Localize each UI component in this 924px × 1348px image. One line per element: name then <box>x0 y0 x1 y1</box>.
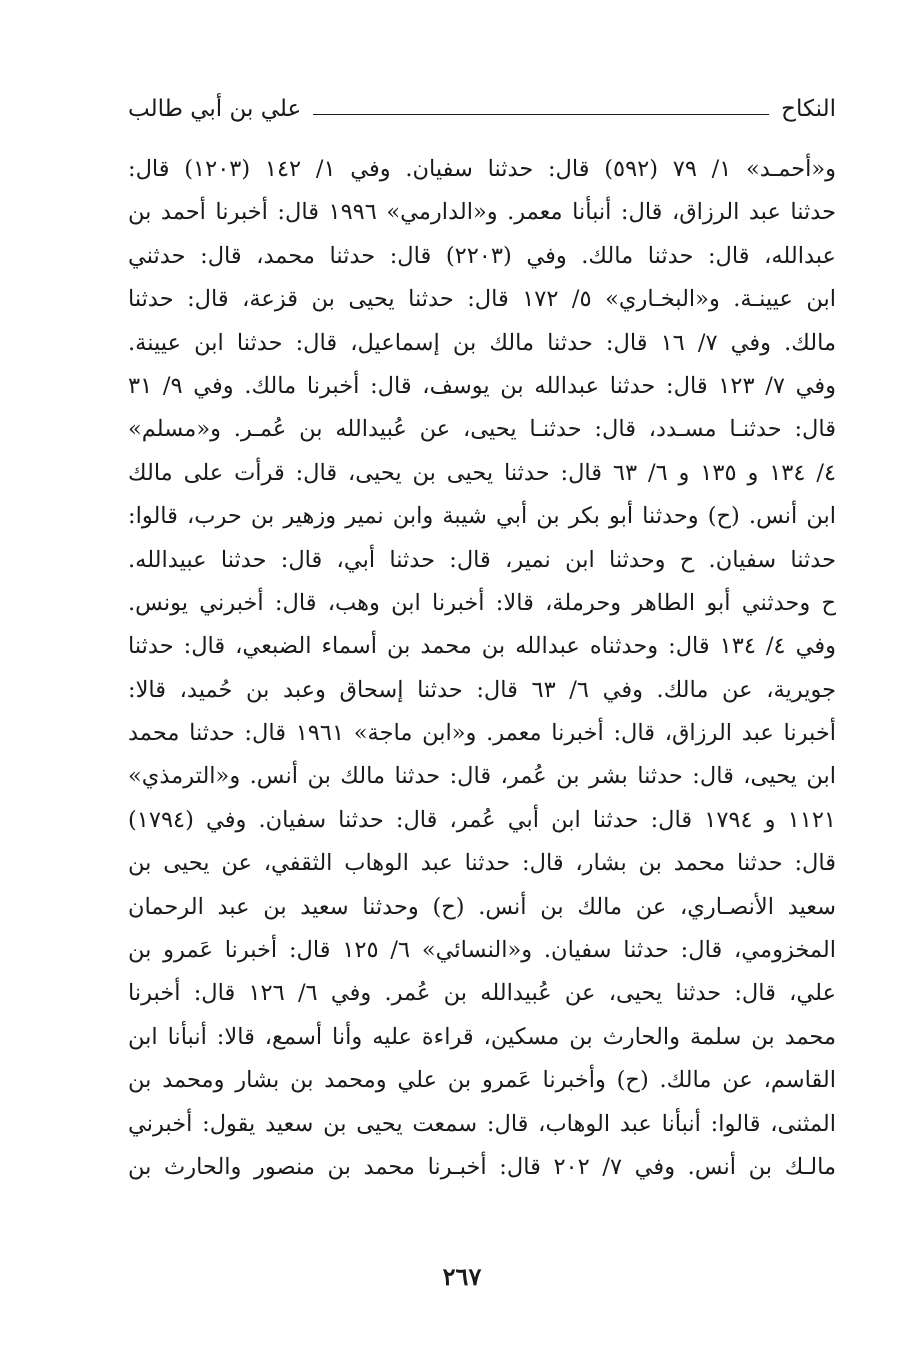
header-rule <box>313 114 769 115</box>
page-number: ٢٦٧ <box>442 1262 482 1291</box>
text-line: ٤/ ١٣٤ و ١٣٥ و ٦/ ٦٣ قال: حدثنا يحيى بن يحيى، قال: قرأت على مالك <box>128 459 836 486</box>
text-line: جويرية، عن مالك. وفي ٦/ ٦٣ قال: حدثنا إسحاق وعبد بن حُميد، قالا: <box>128 676 836 703</box>
text-line: قال: حدثنا محمد بن بشار، قال: حدثنا عبد الوهاب الثقفي، عن يحيى بن <box>128 850 836 877</box>
text-line: مالك. وفي ٧/ ١٦ قال: حدثنا مالك بن إسماعيل، قال: حدثنا ابن عيينة. <box>128 329 836 356</box>
text-line: وفي ٤/ ١٣٤ قال: وحدثناه عبدالله بن محمد بن أسماء الضبعي، قال: حدثنا <box>128 633 836 660</box>
text-line: ابن يحيى، قال: حدثنا بشر بن عُمر، قال: حدثنا مالك بن أنس. و«الترمذي» <box>128 763 836 790</box>
author-name: علي بن أبي طالب <box>128 96 302 122</box>
text-line: علي، قال: حدثنا يحيى، عن عُبيدالله بن عُمر. وفي ٦/ ١٢٦ قال: أخبرنا <box>128 980 836 1007</box>
section-title: النكاح <box>781 96 836 122</box>
text-line: حدثنا عبد الرزاق، قال: أنبأنا معمر. و«الدارمي» ١٩٩٦ قال: أخبرنا أحمد بن <box>128 199 836 226</box>
body-text <box>128 148 836 1189</box>
text-line: عبدالله، قال: حدثنا مالك. وفي (٢٢٠٣) قال: حدثنا محمد، قال: حدثني <box>128 242 836 269</box>
text-line: القاسم، عن مالك. (ح) وأخبرنا عَمرو بن علي ومحمد بن بشار ومحمد بن <box>128 1067 836 1094</box>
text-line: قال: حدثنـا مسـدد، قال: حدثنـا يحيى، عن عُبيدالله بن عُمـر. و«مسلم» <box>128 416 836 443</box>
running-header <box>128 84 836 124</box>
text-line: وفي ٧/ ١٢٣ قال: حدثنا عبدالله بن يوسف، قال: أخبرنا مالك. وفي ٩/ ٣١ <box>128 372 836 399</box>
text-line: ابن أنس. (ح) وحدثنا أبو بكر بن أبي شيبة وابن نمير وزهير بن حرب، قالوا: <box>128 503 836 530</box>
text-line: ابن عيينـة. و«البخـاري» ٥/ ١٧٢ قال: حدثنا يحيى بن قزعة، قال: حدثنا <box>128 286 836 313</box>
text-line: محمد بن سلمة والحارث بن مسكين، قراءة عليه وأنا أسمع، قالا: أنبأنا ابن <box>128 1023 836 1050</box>
text-line: المخزومي، قال: حدثنا سفيان. و«النسائي» ٦/ ١٢٥ قال: أخبرنا عَمرو بن <box>128 937 836 964</box>
text-line: ح وحدثني أبو الطاهر وحرملة، قالا: أخبرنا ابن وهب، قال: أخبرني يونس. <box>128 589 836 616</box>
text-line: أخبرنا عبد الرزاق، قال: أخبرنا معمر. و«ابن ماجة» ١٩٦١ قال: حدثنا محمد <box>128 720 836 747</box>
text-line: و«أحمـد» ١/ ٧٩ (٥٩٢) قال: حدثنا سفيان. وفي ١/ ١٤٢ (١٢٠٣) قال: <box>128 156 836 182</box>
text-line: مالـك بن أنس. وفي ٧/ ٢٠٢ قال: أخبـرنا محمد بن منصور والحارث بن <box>128 1153 836 1180</box>
text-line: حدثنا سفيان. ح وحدثنا ابن نمير، قال: حدثنا أبي، قال: حدثنا عبيدالله. <box>128 546 836 573</box>
text-line: سعيد الأنصـاري، عن مالك بن أنس. (ح) وحدثنا سعيد بن عبد الرحمان <box>128 893 836 920</box>
text-line: ١١٢١ و ١٧٩٤ قال: حدثنا ابن أبي عُمر، قال: حدثنا سفيان. وفي (١٧٩٤) <box>128 806 836 833</box>
text-line: المثنى، قالوا: أنبأنا عبد الوهاب، قال: سمعت يحيى بن سعيد يقول: أخبرني <box>128 1110 836 1137</box>
